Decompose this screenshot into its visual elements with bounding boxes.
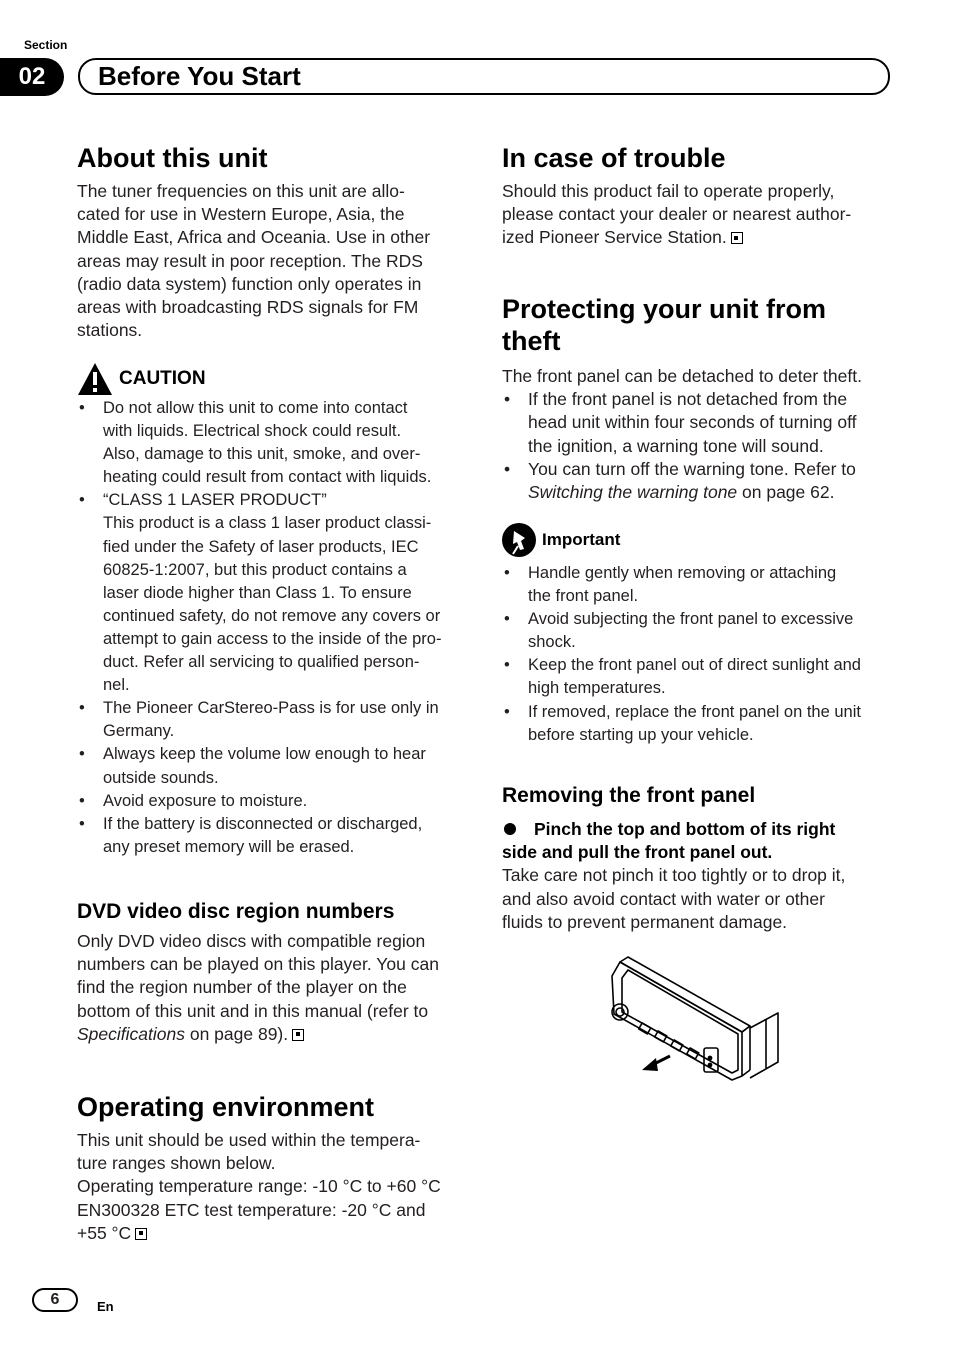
dvd-region-title: DVD video disc region numbers: [77, 900, 395, 923]
text-fragment: ized Pioneer Service Station.: [502, 227, 727, 248]
important-label: Important: [542, 530, 621, 549]
list-item: [77, 790, 467, 813]
text-line: [502, 226, 892, 249]
removing-paragraph: [502, 864, 902, 934]
about-title: About this unit: [77, 143, 268, 173]
text-line: • You can turn off the warning tone. Refer to: [528, 458, 856, 479]
text-line: [502, 818, 902, 841]
text-line: the front panel.: [528, 587, 639, 606]
text-line: laser diode higher than Class 1. To ensure: [103, 583, 412, 602]
important-pin-icon: [502, 523, 536, 557]
specifications-link[interactable]: Specifications: [77, 1023, 185, 1044]
text-fragment: Pinch the top and bottom of its right: [534, 819, 836, 839]
text-line: [528, 481, 902, 504]
caution-label: CAUTION: [119, 368, 206, 389]
text-fragment: on page 89).: [184, 1023, 289, 1044]
text-line: attempt to gain access to the inside of the pro-: [103, 629, 442, 648]
front-panel-removal-illustration: [600, 950, 790, 1082]
text-line: bottom of this unit and in this manual (refer to: [77, 1000, 429, 1021]
text-line: with liquids. Electrical shock could result.: [103, 422, 402, 441]
text-line: high temperatures.: [528, 679, 666, 698]
text-line: This unit should be used within the tempera-: [77, 1130, 421, 1150]
list-item: [77, 743, 467, 789]
text-line: • Avoid subjecting the front panel to excessive: [528, 610, 854, 629]
text-line: Germany.: [103, 722, 175, 741]
about-section: [77, 142, 467, 342]
end-mark-icon: [292, 1029, 304, 1041]
list-item: [77, 489, 467, 697]
step-bullet-icon: [504, 823, 516, 835]
list-item: [502, 458, 902, 504]
text-line: ture ranges shown below.: [77, 1153, 276, 1174]
text-line: continued safety, do not remove any covers or: [103, 606, 441, 625]
text-fragment: on page 62.: [737, 482, 835, 503]
environment-section: [77, 1091, 467, 1245]
text-line: nel.: [103, 676, 130, 695]
important-header: [502, 523, 902, 557]
text-line: areas with broadcasting RDS signals for FM: [77, 297, 419, 318]
text-line: • The Pioneer CarStereo-Pass is for use only in: [103, 699, 439, 718]
end-mark-icon: [731, 232, 743, 244]
text-line: • If the front panel is not detached from the: [528, 389, 848, 410]
text-line: • Do not allow this unit to come into contact: [103, 399, 408, 417]
text-line: EN300328 ETC test temperature: -20 °C and: [77, 1199, 426, 1220]
theft-intro: The front panel can be detached to deter theft.: [502, 366, 862, 386]
text-line: and also avoid contact with water or other: [502, 888, 825, 909]
text-line: head unit within four seconds of turning off: [528, 412, 857, 433]
removing-section: [502, 783, 902, 934]
text-line: any preset memory will be erased.: [103, 837, 355, 856]
text-line: [77, 1023, 467, 1046]
warning-tone-link[interactable]: Switching the warning tone: [528, 482, 738, 503]
text-line: cated for use in Western Europe, Asia, the: [77, 204, 405, 225]
removing-step: [502, 818, 902, 864]
text-line: Also, damage to this unit, smoke, and over-: [103, 445, 421, 464]
theft-list: [502, 388, 902, 504]
dvd-region-section: [77, 899, 467, 1046]
text-line: fied under the Safety of laser products, IEC: [103, 537, 419, 556]
text-line: before starting up your vehicle.: [528, 725, 754, 744]
list-item: [77, 813, 467, 859]
text-line: • If removed, replace the front panel on the unit: [528, 702, 861, 721]
text-line: • Avoid exposure to moisture.: [103, 791, 308, 810]
theft-section: [502, 293, 902, 504]
text-line: duct. Refer all servicing to qualified person-: [103, 653, 420, 672]
text-line: Take care not pinch it too tightly or to drop it,: [502, 865, 846, 886]
text-line: Protecting your unit from: [502, 294, 826, 324]
list-item: [502, 388, 902, 458]
text-line: numbers can be played on this player. You can: [77, 954, 439, 975]
language-label: En: [97, 1299, 114, 1314]
text-line: the ignition, a warning tone will sound.: [528, 435, 824, 456]
text-line: please contact your dealer or nearest author-: [502, 204, 852, 225]
environment-paragraph: [77, 1129, 467, 1245]
trouble-title: In case of trouble: [502, 143, 726, 173]
list-item: [502, 701, 902, 747]
text-line: Middle East, Africa and Oceania. Use in other: [77, 227, 431, 248]
list-item: [502, 562, 902, 608]
caution-header: [77, 362, 467, 396]
warning-triangle-icon: [77, 362, 113, 396]
about-paragraph: [77, 180, 467, 342]
text-line: (radio data system) function only operates in: [77, 273, 422, 294]
list-item: [77, 697, 467, 743]
section-title: Before You Start: [98, 61, 301, 91]
text-fragment: +55 °C: [77, 1222, 132, 1243]
important-list: [502, 562, 902, 747]
caution-list: [77, 397, 467, 859]
list-item: [502, 654, 902, 700]
text-line: 60825-1:2007, but this product contains a: [103, 560, 407, 579]
text-line: find the region number of the player on the: [77, 977, 407, 998]
text-line: outside sounds.: [103, 768, 219, 787]
text-line: This product is a class 1 laser product classi-: [103, 514, 432, 533]
text-line: • “CLASS 1 LASER PRODUCT”: [103, 491, 327, 510]
list-item: [502, 608, 902, 654]
removing-title: Removing the front panel: [502, 784, 756, 807]
text-line: heating could result from contact with liquids.: [103, 468, 432, 487]
theft-title: [502, 293, 902, 357]
text-line: Only DVD video discs with compatible region: [77, 931, 426, 951]
text-line: [77, 1222, 467, 1245]
text-line: Operating temperature range: -10 °C to +60 °C: [77, 1176, 441, 1197]
page-number: 6: [32, 1288, 78, 1312]
caution-block: [77, 362, 467, 859]
text-line: theft: [502, 326, 561, 356]
text-line: Should this product fail to operate properly,: [502, 181, 835, 201]
text-line: The tuner frequencies on this unit are allo-: [77, 181, 405, 201]
trouble-paragraph: [502, 180, 892, 250]
text-line: stations.: [77, 320, 143, 341]
text-line: • Always keep the volume low enough to hear: [103, 745, 426, 764]
text-line: fluids to prevent permanent damage.: [502, 911, 788, 932]
text-line: shock.: [528, 633, 576, 652]
end-mark-icon: [135, 1228, 147, 1240]
text-line: • Keep the front panel out of direct sunlight and: [528, 656, 861, 675]
important-block: [502, 523, 902, 747]
text-line: areas may result in poor reception. The RDS: [77, 250, 423, 271]
text-line: side and pull the front panel out.: [502, 842, 773, 863]
section-number: 02: [0, 58, 64, 96]
trouble-section: [502, 142, 892, 250]
text-line: • Handle gently when removing or attaching: [528, 564, 837, 582]
list-item: [77, 397, 467, 489]
environment-title: Operating environment: [77, 1092, 375, 1122]
section-label: Section: [24, 38, 68, 52]
dvd-region-paragraph: [77, 930, 467, 1046]
text-line: • If the battery is disconnected or discharged,: [103, 814, 423, 833]
